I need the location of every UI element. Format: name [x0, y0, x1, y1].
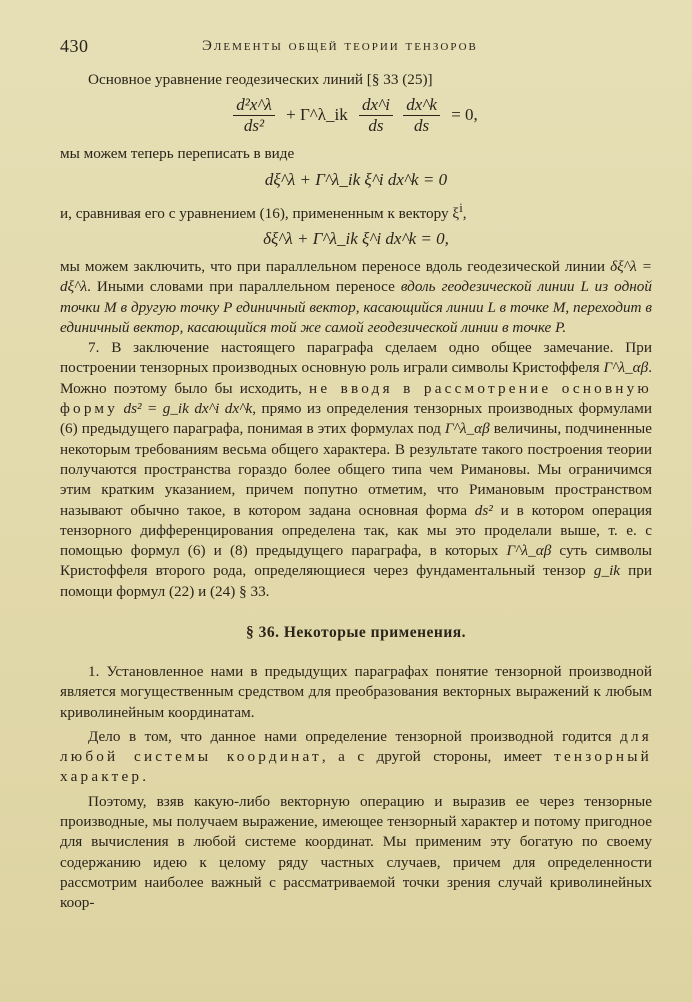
applications-paragraph-3: Поэтому, взяв какую-либо векторную операцию и выразив ее через тензорные производные, мы получаем выражение, имеющее тензорный характер и потому пригодное для вычисления в любой системе координат. Мы применим эту богатую по своему содержанию идею к целому ряду частных случаев, причем для определенности рассмотрим наиболее важный с рассматриваемой точки зрения случай криволинейных коор-	[60, 792, 652, 912]
geodesic-equation	[60, 95, 652, 136]
running-head: Элементы общей теории тензоров	[202, 38, 478, 54]
section-heading: § 36. Некоторые применения.	[245, 624, 467, 641]
christoffel-term: + Γ^λ_ik	[286, 104, 348, 124]
geodesic-intro: Основное уравнение геодезических линий [§ 33 (25)]	[88, 71, 433, 88]
fraction-2: $\frac{dx\^{}i}{ds}$	[359, 95, 393, 136]
fraction-1: $\frac{\text{d²x\textasciicircum{}λ}}{\text{ds²}}$	[233, 95, 275, 136]
comparison-sentence: и, сравнивая его с уравнением (16), примененным к вектору $\xi^i$,	[60, 200, 467, 222]
conclusion-paragraph: мы можем заключить, что при параллельном переносе вдоль геодезической линии δξ^λ = dξ^λ. Иными словами при параллельном переносе вдоль геодезической линии L из одной точки M в другую точку P единичный вектор, касающийся линии L в точке M, переходит в единичный вектор, касающийся той же самой геодезической линии в точке P.	[60, 257, 652, 336]
equation-rhs: = 0,	[451, 104, 478, 124]
equation-deltaxi: δξ^λ + Γ^λ_ik ξ^i dx^k = 0,	[263, 228, 449, 248]
page-number: 430	[60, 36, 89, 56]
applications-paragraph-2: Дело в том, что данное нами определение тензорной производной годится для любой системы координат, а с другой стороны, имеет тензорный характер.	[60, 727, 652, 786]
remark-paragraph-7: 7. В заключение настоящего параграфа сделаем одно общее замечание. При построении тензорных производных основную роль играли символы Кристоффеля Γ^λ_αβ. Можно поэтому было бы исходить, не вводя в рассмотрение основную форму ds² = g_ik dx^i dx^k, прямо из определения тензорных производных формулами (6) предыдущего параграфа, понимая в этих формулах под Γ^λ_αβ величины, подчиненные некоторым требованиям весьма общего характера. В результате такого построения теории получаются пространства гораздо более общего типа чем Римановы. Мы ограничимся этим кратким указанием, причем попутно отметим, что Римановым пространством называют обычно такое, в котором задана основная форма ds² и в котором операция тензорного дифференцирования определена так, как мы это проделали выше, т. е. с помощью формул (6) и (8) предыдущего параграфа, в которых Γ^λ_αβ суть символы Кристоффеля второго рода, определяющиеся через фундаментальный тензор g_ik при помощи формул (22) и (24) § 33.	[60, 339, 652, 600]
page-header	[60, 36, 652, 70]
equation-dxi: dξ^λ + Γ^λ_ik ξ^i dx^k = 0	[264, 169, 448, 189]
applications-paragraph-1: 1. Установленное нами в предыдущих параграфах понятие тензорной производной является могущественным средством для преобразования векторных выражений к любым криволинейным координатам.	[60, 663, 652, 721]
fraction-3: $\frac{dx\^{}k}{ds}$	[403, 95, 440, 136]
rewrite-sentence: мы можем теперь переписать в виде	[60, 145, 295, 163]
